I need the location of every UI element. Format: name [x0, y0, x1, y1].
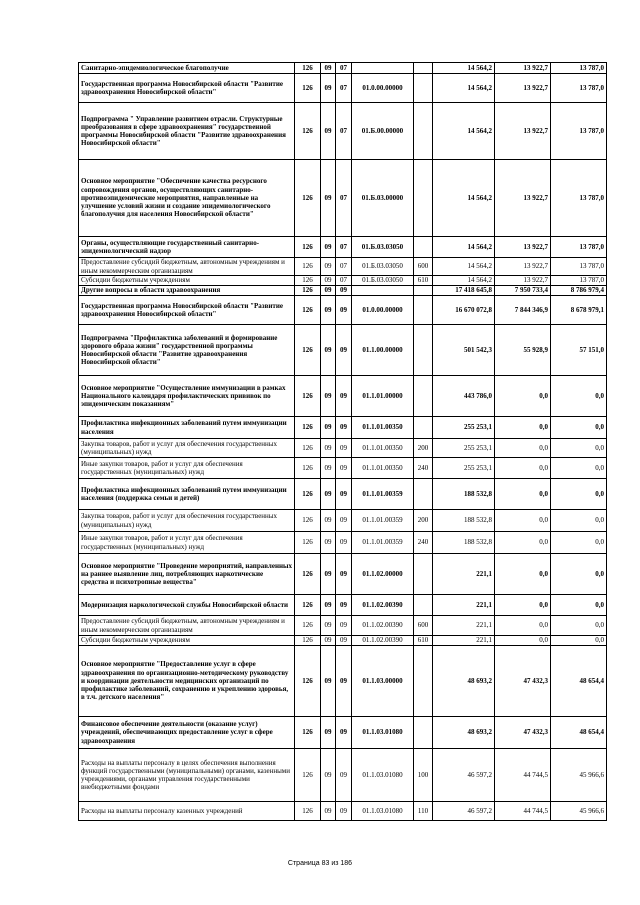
cell-name: Государственная программа Новосибирской области "Развитие здравоохранения Новосибирской области": [79, 296, 295, 325]
cell-expense-type: 610: [414, 636, 433, 646]
table-row: [79, 646, 607, 717]
table-row: [79, 376, 607, 417]
cell-name: Субсидии бюджетным учреждениям: [79, 636, 295, 646]
cell-amount-year-3: 0,0: [551, 616, 607, 636]
cell-amount-year-3: 57 151,0: [551, 325, 607, 376]
cell-amount-year-3: 0,0: [551, 554, 607, 595]
cell-amount-year-1: 221,1: [433, 554, 495, 595]
cell-target-article: 01.Б.03.03050: [352, 276, 414, 286]
cell-target-article: 01.1.03.00000: [352, 646, 414, 717]
cell-target-article: 01.1.01.00350: [352, 417, 414, 439]
cell-section: 09: [321, 74, 336, 103]
cell-amount-year-2: 0,0: [495, 616, 551, 636]
cell-name: Закупка товаров, работ и услуг для обеспечения государственных (муниципальных) нужд: [79, 510, 295, 532]
cell-amount-year-3: 8 786 979,4: [551, 286, 607, 296]
cell-amount-year-1: 14 564,2: [433, 103, 495, 160]
budget-table: [78, 62, 607, 821]
cell-name: Финансовое обеспечение деятельности (оказание услуг) учреждений, обеспечивающих предоставление услуг в сфере здравоохранения: [79, 717, 295, 749]
table-row: [79, 276, 607, 286]
cell-section: 09: [321, 103, 336, 160]
table-row: [79, 510, 607, 532]
cell-section: 09: [321, 717, 336, 749]
cell-target-article: 01.1.00.00000: [352, 325, 414, 376]
cell-target-article: 01.0.00.00000: [352, 74, 414, 103]
cell-target-article: [352, 286, 414, 296]
cell-amount-year-3: 13 787,0: [551, 103, 607, 160]
cell-section: 09: [321, 595, 336, 616]
cell-amount-year-3: 45 966,6: [551, 802, 607, 821]
cell-name: Иные закупки товаров, работ и услуг для обеспечения государственных (муниципальных) нужд: [79, 532, 295, 554]
cell-amount-year-3: 0,0: [551, 479, 607, 510]
cell-subsection: 09: [336, 510, 352, 532]
cell-expense-type: 600: [414, 616, 433, 636]
cell-amount-year-2: 0,0: [495, 439, 551, 458]
cell-amount-year-2: 13 922,7: [495, 258, 551, 276]
table-row: [79, 636, 607, 646]
cell-amount-year-2: 7 950 733,4: [495, 286, 551, 296]
table-row: [79, 160, 607, 237]
cell-amount-year-1: 501 542,3: [433, 325, 495, 376]
cell-expense-type: 240: [414, 458, 433, 479]
cell-expense-type: [414, 160, 433, 237]
cell-name: Расходы на выплаты персоналу казенных учреждений: [79, 802, 295, 821]
cell-subsection: 09: [336, 749, 352, 802]
table-row: [79, 802, 607, 821]
cell-name: Расходы на выплаты персоналу в целях обеспечения выполнения функций государственными (муниципальными) органами, казенными учреждениями, органами управления государственными внебюджетными фондами: [79, 749, 295, 802]
cell-ministry-code: 126: [295, 63, 321, 74]
cell-amount-year-3: 48 654,4: [551, 717, 607, 749]
cell-amount-year-2: 47 432,3: [495, 646, 551, 717]
cell-ministry-code: 126: [295, 103, 321, 160]
cell-section: 09: [321, 376, 336, 417]
table-row: [79, 717, 607, 749]
cell-amount-year-1: 188 532,8: [433, 479, 495, 510]
cell-expense-type: 240: [414, 532, 433, 554]
cell-amount-year-3: 0,0: [551, 376, 607, 417]
table-row: [79, 616, 607, 636]
cell-expense-type: [414, 325, 433, 376]
cell-amount-year-3: 13 787,0: [551, 237, 607, 258]
cell-amount-year-1: 221,1: [433, 616, 495, 636]
cell-amount-year-2: 0,0: [495, 554, 551, 595]
cell-amount-year-2: 0,0: [495, 532, 551, 554]
cell-section: 09: [321, 749, 336, 802]
cell-subsection: 09: [336, 646, 352, 717]
table-row: [79, 258, 607, 276]
cell-target-article: 01.Б.00.00000: [352, 103, 414, 160]
cell-amount-year-3: 13 787,0: [551, 258, 607, 276]
cell-amount-year-3: 0,0: [551, 510, 607, 532]
cell-amount-year-2: 13 922,7: [495, 74, 551, 103]
cell-amount-year-2: 13 922,7: [495, 237, 551, 258]
cell-subsection: 09: [336, 439, 352, 458]
cell-amount-year-3: 48 654,4: [551, 646, 607, 717]
cell-amount-year-3: 13 787,0: [551, 276, 607, 286]
cell-name: Предоставление субсидий бюджетным, автономным учреждениям и иным некоммерческим организациям: [79, 258, 295, 276]
cell-amount-year-3: 13 787,0: [551, 63, 607, 74]
cell-ministry-code: 126: [295, 376, 321, 417]
cell-amount-year-1: 14 564,2: [433, 63, 495, 74]
cell-section: 09: [321, 510, 336, 532]
cell-ministry-code: 126: [295, 646, 321, 717]
cell-subsection: 09: [336, 554, 352, 595]
cell-target-article: 01.1.02.00000: [352, 554, 414, 595]
cell-amount-year-2: 0,0: [495, 595, 551, 616]
cell-amount-year-2: 0,0: [495, 636, 551, 646]
cell-subsection: 07: [336, 258, 352, 276]
cell-name: Основное мероприятие "Обеспечение качества ресурсного сопровождения органов, осуществляющих санитарно-противоэпидемические мероприятия, направленные на улучшение условий жизни и создание эпидемиологического благополучия для населения Новосибирской области": [79, 160, 295, 237]
cell-section: 09: [321, 417, 336, 439]
cell-subsection: 07: [336, 74, 352, 103]
cell-target-article: 01.Б.03.03050: [352, 237, 414, 258]
cell-amount-year-1: 221,1: [433, 636, 495, 646]
cell-target-article: 01.1.01.00350: [352, 439, 414, 458]
cell-amount-year-1: 17 418 645,8: [433, 286, 495, 296]
cell-amount-year-1: 443 786,0: [433, 376, 495, 417]
cell-target-article: 01.1.03.01080: [352, 802, 414, 821]
cell-subsection: 09: [336, 636, 352, 646]
cell-name: Подпрограмма " Управление развитием отрасли. Структурные преобразования в сфере здравоохранения" государственной программы Новосибирской области "Развитие здравоохранения Новосибирской области": [79, 103, 295, 160]
cell-amount-year-2: 55 928,9: [495, 325, 551, 376]
cell-target-article: 01.Б.03.00000: [352, 160, 414, 237]
cell-amount-year-3: 0,0: [551, 636, 607, 646]
cell-amount-year-2: 7 844 346,9: [495, 296, 551, 325]
cell-ministry-code: 126: [295, 749, 321, 802]
cell-ministry-code: 126: [295, 160, 321, 237]
cell-expense-type: [414, 646, 433, 717]
cell-expense-type: [414, 417, 433, 439]
cell-ministry-code: 126: [295, 258, 321, 276]
cell-section: 09: [321, 554, 336, 595]
cell-amount-year-2: 44 744,5: [495, 749, 551, 802]
table-row: [79, 554, 607, 595]
cell-amount-year-2: 13 922,7: [495, 103, 551, 160]
cell-amount-year-1: 14 564,2: [433, 237, 495, 258]
cell-amount-year-1: 14 564,2: [433, 160, 495, 237]
page-footer: Страница 83 из 186: [287, 860, 353, 867]
cell-subsection: 09: [336, 595, 352, 616]
cell-target-article: 01.1.01.00000: [352, 376, 414, 417]
cell-subsection: 09: [336, 376, 352, 417]
table-row: [79, 532, 607, 554]
table-row: [79, 103, 607, 160]
cell-amount-year-1: 48 693,2: [433, 646, 495, 717]
cell-target-article: 01.0.00.00000: [352, 296, 414, 325]
cell-subsection: 09: [336, 479, 352, 510]
cell-ministry-code: 126: [295, 325, 321, 376]
cell-subsection: 09: [336, 417, 352, 439]
cell-subsection: 09: [336, 717, 352, 749]
table-row: [79, 74, 607, 103]
table-row: [79, 595, 607, 616]
budget-table-body: [79, 63, 607, 821]
cell-amount-year-1: 255 253,1: [433, 439, 495, 458]
cell-section: 09: [321, 63, 336, 74]
table-row: [79, 63, 607, 74]
cell-amount-year-2: 0,0: [495, 376, 551, 417]
cell-expense-type: [414, 286, 433, 296]
cell-expense-type: 110: [414, 802, 433, 821]
cell-ministry-code: 126: [295, 510, 321, 532]
cell-amount-year-3: 13 787,0: [551, 160, 607, 237]
cell-ministry-code: 126: [295, 636, 321, 646]
cell-target-article: 01.1.02.00390: [352, 595, 414, 616]
cell-target-article: 01.1.01.00359: [352, 510, 414, 532]
table-row: [79, 749, 607, 802]
cell-expense-type: [414, 74, 433, 103]
cell-ministry-code: 126: [295, 616, 321, 636]
cell-amount-year-1: 14 564,2: [433, 74, 495, 103]
cell-subsection: 09: [336, 458, 352, 479]
cell-section: 09: [321, 458, 336, 479]
table-row: [79, 296, 607, 325]
cell-name: Профилактика инфекционных заболеваний путем иммунизации населения (поддержка семьи и детей): [79, 479, 295, 510]
cell-expense-type: 610: [414, 276, 433, 286]
table-row: [79, 417, 607, 439]
cell-amount-year-1: 188 532,8: [433, 532, 495, 554]
cell-target-article: 01.1.03.01080: [352, 717, 414, 749]
cell-expense-type: [414, 376, 433, 417]
cell-expense-type: [414, 554, 433, 595]
cell-ministry-code: 126: [295, 554, 321, 595]
cell-subsection: 09: [336, 802, 352, 821]
cell-amount-year-3: 8 678 979,1: [551, 296, 607, 325]
cell-amount-year-2: 0,0: [495, 458, 551, 479]
cell-subsection: 09: [336, 616, 352, 636]
cell-ministry-code: 126: [295, 532, 321, 554]
cell-target-article: 01.1.01.00359: [352, 532, 414, 554]
cell-ministry-code: 126: [295, 479, 321, 510]
cell-name: Органы, осуществляющие государственный санитарно-эпидемиологический надзор: [79, 237, 295, 258]
cell-amount-year-2: 0,0: [495, 510, 551, 532]
cell-amount-year-3: 0,0: [551, 458, 607, 479]
cell-amount-year-2: 13 922,7: [495, 276, 551, 286]
cell-ministry-code: 126: [295, 74, 321, 103]
cell-target-article: [352, 63, 414, 74]
cell-section: 09: [321, 532, 336, 554]
cell-section: 09: [321, 296, 336, 325]
cell-amount-year-1: 48 693,2: [433, 717, 495, 749]
cell-section: 09: [321, 258, 336, 276]
cell-section: 09: [321, 237, 336, 258]
cell-ministry-code: 126: [295, 717, 321, 749]
cell-expense-type: 100: [414, 749, 433, 802]
cell-name: Основное мероприятие "Проведение мероприятий, направленных на раннее выявление лиц, потребляющих наркотические средства и психотропные вещества": [79, 554, 295, 595]
cell-name: Основное мероприятие "Предоставление услуг в сфере здравоохранения по организационно-методическому руководству и координации деятельности медицинских организаций по профилактике заболеваний, сохранению и укреплению здоровья, в т.ч. детского населения": [79, 646, 295, 717]
cell-subsection: 09: [336, 532, 352, 554]
cell-expense-type: 200: [414, 439, 433, 458]
cell-amount-year-3: 0,0: [551, 595, 607, 616]
cell-section: 09: [321, 160, 336, 237]
cell-amount-year-1: 221,1: [433, 595, 495, 616]
cell-expense-type: [414, 595, 433, 616]
cell-expense-type: [414, 717, 433, 749]
cell-section: 09: [321, 286, 336, 296]
cell-ministry-code: 126: [295, 595, 321, 616]
cell-subsection: 09: [336, 325, 352, 376]
cell-amount-year-1: 14 564,2: [433, 258, 495, 276]
cell-subsection: 07: [336, 276, 352, 286]
cell-name: Субсидии бюджетным учреждениям: [79, 276, 295, 286]
cell-ministry-code: 126: [295, 417, 321, 439]
cell-target-article: 01.1.01.00359: [352, 479, 414, 510]
cell-target-article: 01.1.01.00350: [352, 458, 414, 479]
cell-name: Предоставление субсидий бюджетным, автономным учреждениям и иным некоммерческим организациям: [79, 616, 295, 636]
cell-name: Другие вопросы в области здравоохранения: [79, 286, 295, 296]
table-row: [79, 237, 607, 258]
cell-expense-type: 600: [414, 258, 433, 276]
cell-amount-year-1: 46 597,2: [433, 749, 495, 802]
cell-name: Иные закупки товаров, работ и услуг для обеспечения государственных (муниципальных) нужд: [79, 458, 295, 479]
cell-ministry-code: 126: [295, 439, 321, 458]
cell-name: Санитарно-эпидемиологическое благополучие: [79, 63, 295, 74]
cell-amount-year-1: 188 532,8: [433, 510, 495, 532]
cell-amount-year-3: 0,0: [551, 417, 607, 439]
cell-section: 09: [321, 802, 336, 821]
cell-expense-type: [414, 237, 433, 258]
cell-name: Основное мероприятие "Осуществление иммунизации в рамках Национального календаря профилактических прививок по эпидемическим показаниям": [79, 376, 295, 417]
cell-section: 09: [321, 325, 336, 376]
cell-name: Подпрограмма "Профилактика заболеваний и формирование здорового образа жизни" государственной программы Новосибирской области "Развитие здравоохранения Новосибирской области": [79, 325, 295, 376]
cell-expense-type: [414, 103, 433, 160]
cell-subsection: 07: [336, 63, 352, 74]
table-row: [79, 479, 607, 510]
cell-amount-year-3: 0,0: [551, 439, 607, 458]
cell-ministry-code: 126: [295, 458, 321, 479]
cell-section: 09: [321, 616, 336, 636]
cell-name: Закупка товаров, работ и услуг для обеспечения государственных (муниципальных) нужд: [79, 439, 295, 458]
cell-subsection: 09: [336, 286, 352, 296]
cell-subsection: 07: [336, 237, 352, 258]
cell-ministry-code: 126: [295, 237, 321, 258]
cell-amount-year-1: 255 253,1: [433, 417, 495, 439]
cell-section: 09: [321, 439, 336, 458]
cell-amount-year-1: 14 564,2: [433, 276, 495, 286]
cell-ministry-code: 126: [295, 286, 321, 296]
cell-amount-year-2: 13 922,7: [495, 63, 551, 74]
cell-target-article: 01.Б.03.03050: [352, 258, 414, 276]
table-row: [79, 286, 607, 296]
cell-amount-year-3: 0,0: [551, 532, 607, 554]
cell-expense-type: [414, 479, 433, 510]
cell-ministry-code: 126: [295, 802, 321, 821]
table-row: [79, 325, 607, 376]
cell-subsection: 07: [336, 160, 352, 237]
cell-amount-year-1: 16 670 072,8: [433, 296, 495, 325]
cell-amount-year-2: 0,0: [495, 417, 551, 439]
cell-amount-year-2: 13 922,7: [495, 160, 551, 237]
cell-subsection: 09: [336, 296, 352, 325]
cell-expense-type: [414, 63, 433, 74]
cell-section: 09: [321, 646, 336, 717]
cell-name: Профилактика инфекционных заболеваний путем иммунизации населения: [79, 417, 295, 439]
cell-target-article: 01.1.02.00390: [352, 616, 414, 636]
cell-amount-year-3: 45 966,6: [551, 749, 607, 802]
cell-expense-type: [414, 296, 433, 325]
table-row: [79, 439, 607, 458]
cell-amount-year-2: 0,0: [495, 479, 551, 510]
cell-target-article: 01.1.02.00390: [352, 636, 414, 646]
cell-amount-year-2: 44 744,5: [495, 802, 551, 821]
cell-amount-year-2: 47 432,3: [495, 717, 551, 749]
cell-subsection: 07: [336, 103, 352, 160]
cell-section: 09: [321, 276, 336, 286]
cell-name: Модернизация наркологической службы Новосибирской области: [79, 595, 295, 616]
cell-section: 09: [321, 479, 336, 510]
cell-name: Государственная программа Новосибирской области "Развитие здравоохранения Новосибирской области": [79, 74, 295, 103]
cell-ministry-code: 126: [295, 296, 321, 325]
cell-amount-year-3: 13 787,0: [551, 74, 607, 103]
table-row: [79, 458, 607, 479]
cell-ministry-code: 126: [295, 276, 321, 286]
cell-amount-year-1: 46 597,2: [433, 802, 495, 821]
cell-expense-type: 200: [414, 510, 433, 532]
cell-amount-year-1: 255 253,1: [433, 458, 495, 479]
cell-target-article: 01.1.03.01080: [352, 749, 414, 802]
cell-section: 09: [321, 636, 336, 646]
